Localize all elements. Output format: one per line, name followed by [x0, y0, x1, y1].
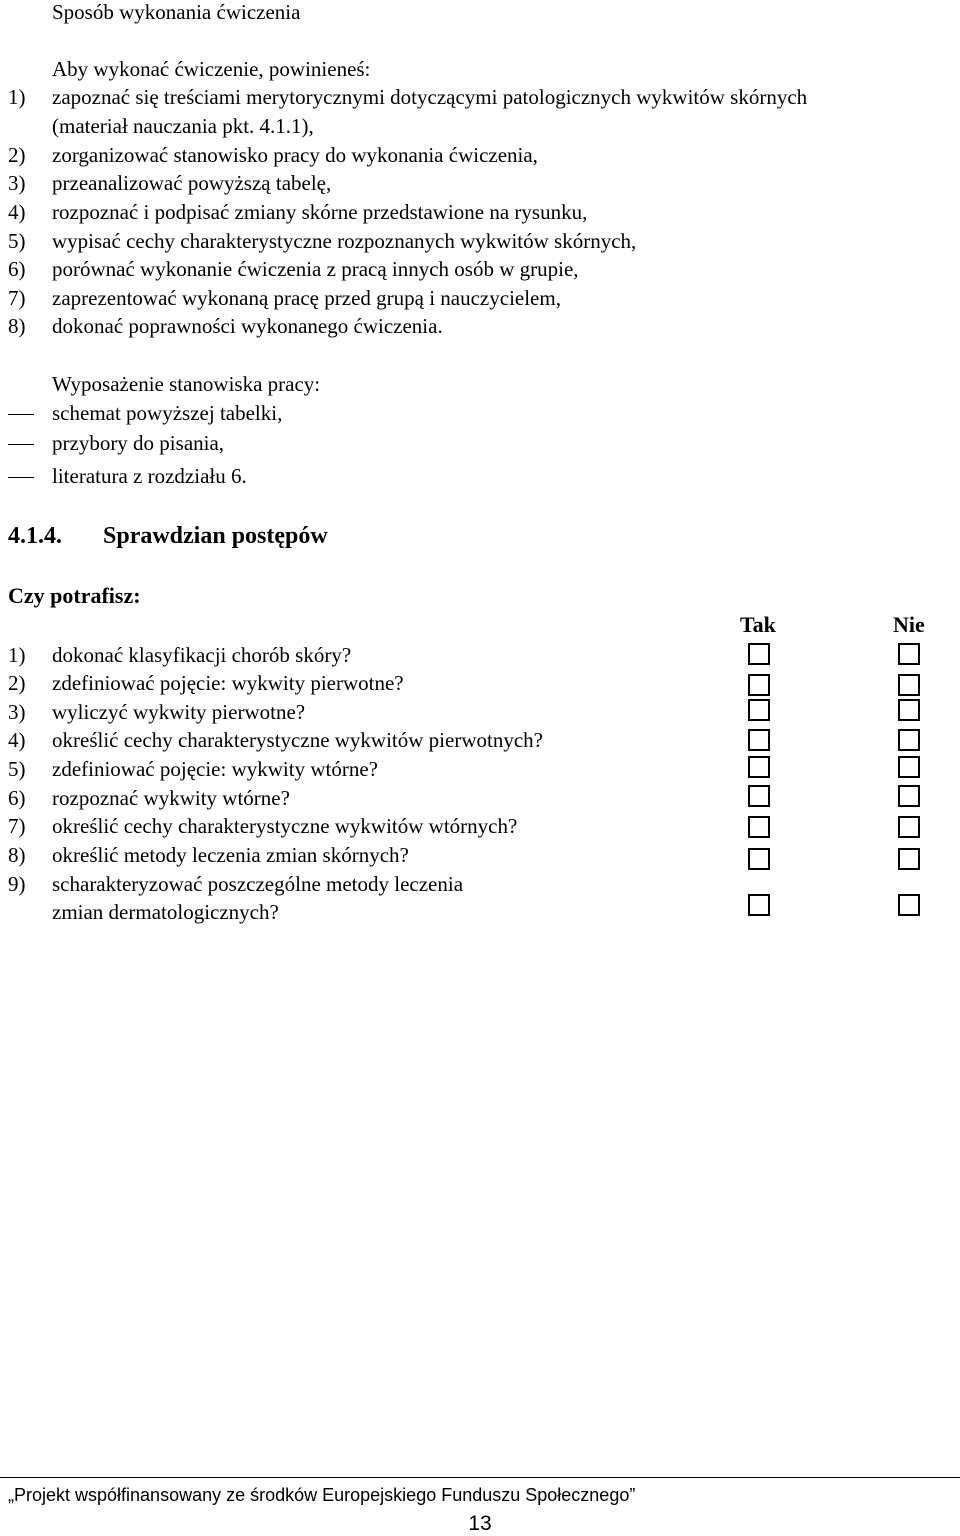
method-title: Sposób wykonania ćwiczenia [52, 0, 301, 24]
checkbox-no[interactable] [898, 816, 920, 838]
checkbox-no[interactable] [898, 894, 920, 916]
checkbox-no[interactable] [898, 785, 920, 807]
checkbox-yes[interactable] [748, 729, 770, 751]
checkbox-no[interactable] [898, 699, 920, 721]
column-header-no: Nie [893, 612, 925, 637]
column-header-yes: Tak [740, 612, 776, 637]
footer-divider [0, 1477, 960, 1478]
checkbox-yes[interactable] [748, 894, 770, 916]
method-intro: Aby wykonać ćwiczenie, powinieneś: [52, 57, 371, 81]
checkbox-yes[interactable] [748, 785, 770, 807]
checkbox-no[interactable] [898, 756, 920, 778]
dash-bullet-icon [8, 477, 34, 478]
footer-text: „Projekt współfinansowany ze środków Europejskiego Funduszu Społecznego” [8, 1485, 636, 1505]
dash-bullet-icon [8, 444, 34, 445]
section-number: 4.1.4. [8, 523, 62, 549]
checkbox-no[interactable] [898, 643, 920, 665]
checkbox-yes[interactable] [748, 848, 770, 870]
checkbox-no[interactable] [898, 729, 920, 751]
section-title: Sprawdzian postępów [103, 523, 328, 549]
page-number: 13 [468, 1512, 492, 1535]
checkbox-no[interactable] [898, 848, 920, 870]
checkbox-yes[interactable] [748, 816, 770, 838]
progress-question: Czy potrafisz: [8, 583, 141, 608]
checkbox-yes[interactable] [748, 699, 770, 721]
checkbox-yes[interactable] [748, 756, 770, 778]
checkbox-no[interactable] [898, 674, 920, 696]
checkbox-yes[interactable] [748, 674, 770, 696]
equipment-title: Wyposażenie stanowiska pracy: [52, 372, 321, 396]
dash-bullet-icon [8, 414, 34, 415]
checkbox-yes[interactable] [748, 643, 770, 665]
